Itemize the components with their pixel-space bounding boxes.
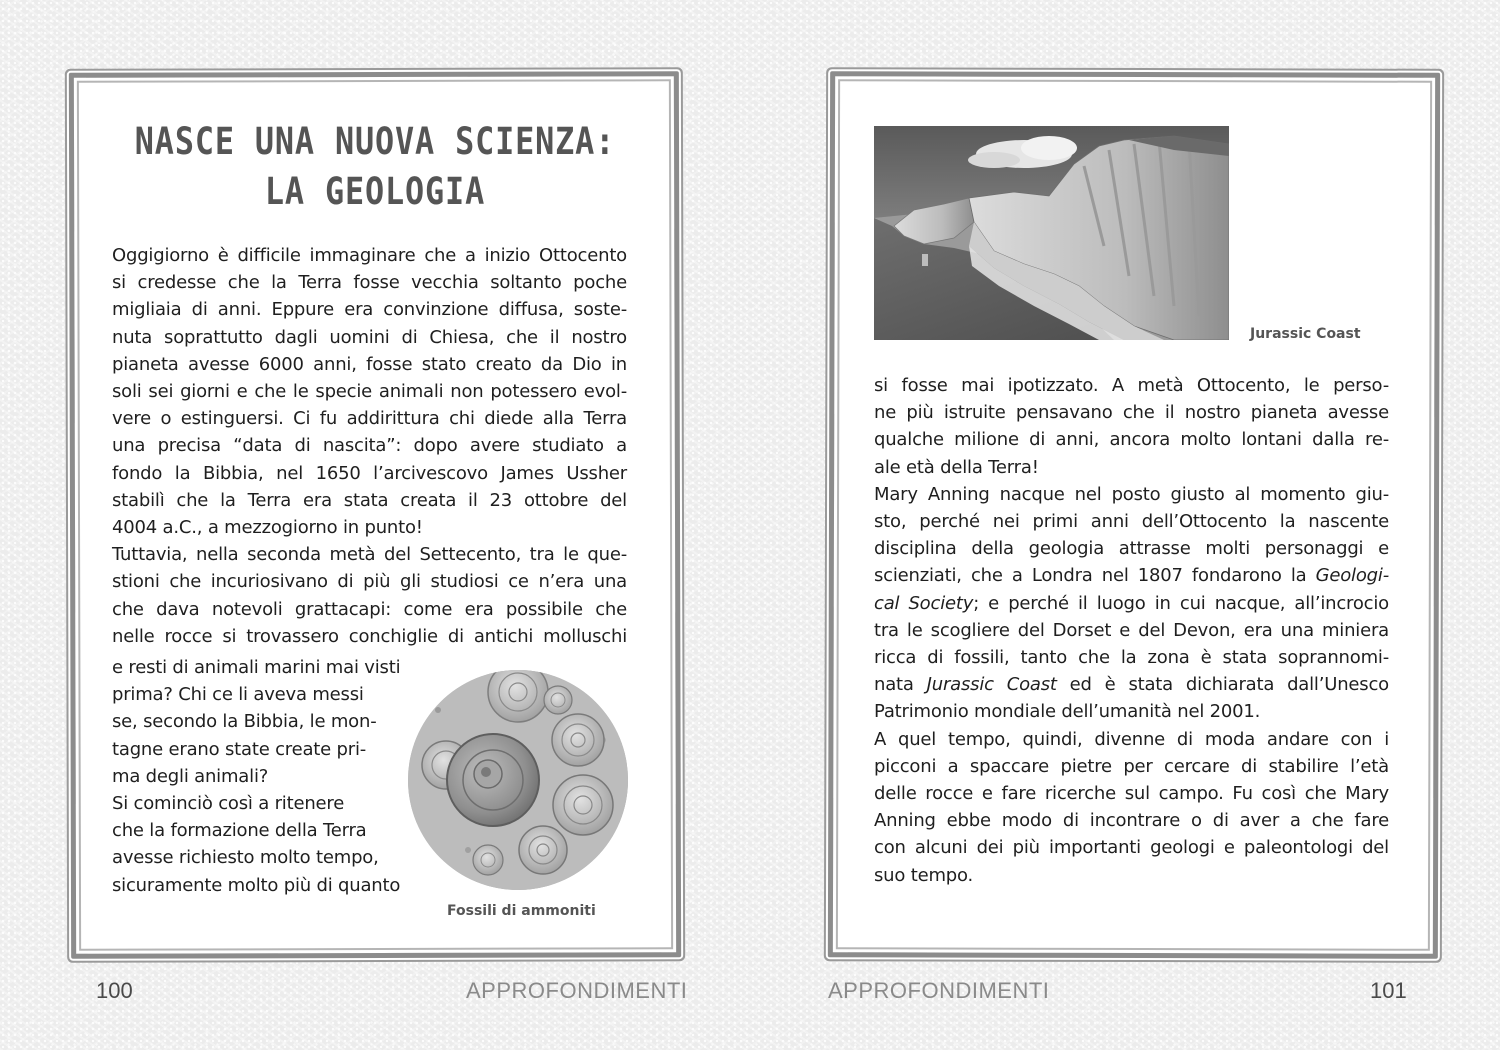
text-line: tagne erano state create pri- — [112, 738, 367, 760]
text-line: vere o estinguersi. Ci fu addirittura chi diede alla Terra — [112, 408, 627, 430]
italic-term: Geologi- — [1315, 565, 1389, 587]
text-line: se, secondo la Bibbia, le mon- — [112, 711, 377, 733]
section-label: APPROFONDIMENTI — [828, 978, 1050, 1003]
ammonite-illustration — [408, 670, 628, 890]
coastal-cliffs-illustration — [874, 126, 1229, 340]
body-paragraph — [874, 372, 1389, 889]
text-line: si fosse mai ipotizzato. A metà Ottocento, le perso- — [874, 375, 1389, 396]
text-run: ed è stata dichiarata dall’Unesco — [1056, 674, 1389, 696]
text-line — [874, 562, 1389, 589]
text-line: sto, perché nei primi anni dell’Ottocento la nascente — [874, 511, 1389, 533]
text-line: stabilì che la Terra era stata creata il 23 ottobre del — [112, 489, 627, 511]
text-line: disciplina della geologia attrasse molti personaggi e — [874, 538, 1389, 560]
text-line: ma degli animali? — [112, 765, 269, 787]
section-label: APPROFONDIMENTI — [466, 978, 688, 1003]
body-paragraph — [112, 242, 627, 650]
text-line: si credesse che la Terra fosse vecchia soltanto poche — [112, 272, 627, 294]
text-line: pianeta avesse 6000 anni, fosse stato creato da Dio in — [112, 353, 627, 375]
fossil-image-caption: Fossili di ammoniti — [447, 903, 596, 919]
ammonite-fossils-image — [408, 670, 628, 890]
text-run: scienziati, che a Londra nel 1807 fondarono la — [874, 565, 1316, 587]
text-line: ale età della Terra! — [874, 456, 1039, 478]
text-line: Tuttavia, nella seconda metà del Settecento, tra le que- — [112, 544, 627, 566]
text-line — [874, 590, 1389, 617]
text-line: migliaia di anni. Eppure era convinzione diffusa, soste- — [112, 299, 627, 321]
italic-term: Jurassic Coast — [926, 674, 1057, 696]
text-line: una precisa “data di nascita”: dopo avere studiato a — [112, 435, 627, 457]
text-line — [874, 671, 1389, 698]
text-line: e resti di animali marini mai visti — [112, 657, 401, 678]
text-line: suo tempo. — [874, 864, 974, 886]
wrapped-paragraph — [112, 654, 402, 899]
text-run: nata — [874, 674, 927, 696]
text-line: che dava notevoli grattacapi: come era possibile che — [112, 598, 627, 620]
text-line: nuta soprattutto dagli uomini di Chiesa, che il nostro — [112, 326, 627, 348]
text-line: delle rocce e fare ricerche sul campo. Fu così che Mary — [874, 783, 1389, 805]
text-line: qualche milione di anni, ancora molto lontani dalla re- — [874, 429, 1389, 451]
text-line: A quel tempo, quindi, divenne di moda andare con i — [874, 728, 1389, 750]
text-line: ne più istruite pensavano che il nostro pianeta avesse — [874, 402, 1389, 424]
text-line: Si cominciò così a ritenere — [112, 793, 345, 815]
text-line: nelle rocce si trovassero conchiglie di antichi molluschi — [112, 625, 627, 647]
text-line: che la formazione della Terra — [112, 820, 367, 842]
photo-caption: Jurassic Coast — [1250, 326, 1361, 342]
text-line: con alcuni dei più importanti geologi e paleontologi del — [874, 837, 1389, 859]
text-line: fondo la Bibbia, nel 1650 l’arcivescovo James Ussher — [112, 462, 627, 484]
text-line: picconi a spaccare pietre per cercare di stabilire l’età — [874, 755, 1389, 777]
page-number: 100 — [96, 978, 133, 1003]
chapter-title-line1: NASCE UNA NUOVA SCIENZA: — [134, 120, 616, 163]
text-line: soli sei giorni e che le specie animali non potessero evol- — [112, 381, 627, 403]
text-line: stioni che incuriosivano di più gli studiosi ce n’era una — [112, 571, 627, 593]
right-page — [750, 0, 1500, 1050]
text-run: ; e perché il luogo in cui nacque, all’incrocio — [973, 592, 1389, 614]
text-line: avesse richiesto molto tempo, — [112, 847, 379, 869]
text-line: Oggigiorno è difficile immaginare che a inizio Ottocento — [112, 245, 627, 266]
chapter-title-line2: LA GEOLOGIA — [264, 170, 486, 213]
text-line: ricca di fossili, tanto che la zona è stata soprannomi- — [874, 647, 1389, 669]
text-line: 4004 a.C., a mezzogiorno in punto! — [112, 517, 423, 539]
italic-term: cal Society — [874, 592, 974, 614]
text-line: Patrimonio mondiale dell’umanità nel 2001. — [874, 701, 1261, 723]
page-number: 101 — [1370, 978, 1407, 1003]
text-line: Mary Anning nacque nel posto giusto al momento giu- — [874, 483, 1389, 505]
text-line: prima? Chi ce li aveva messi — [112, 684, 364, 706]
text-line: Anning ebbe modo di incontrare o di aver a che fare — [874, 810, 1389, 832]
text-line: sicuramente molto più di quanto — [112, 874, 401, 896]
text-line: tra le scogliere del Dorset e del Devon, era una miniera — [874, 619, 1389, 641]
jurassic-coast-photo — [874, 126, 1229, 340]
